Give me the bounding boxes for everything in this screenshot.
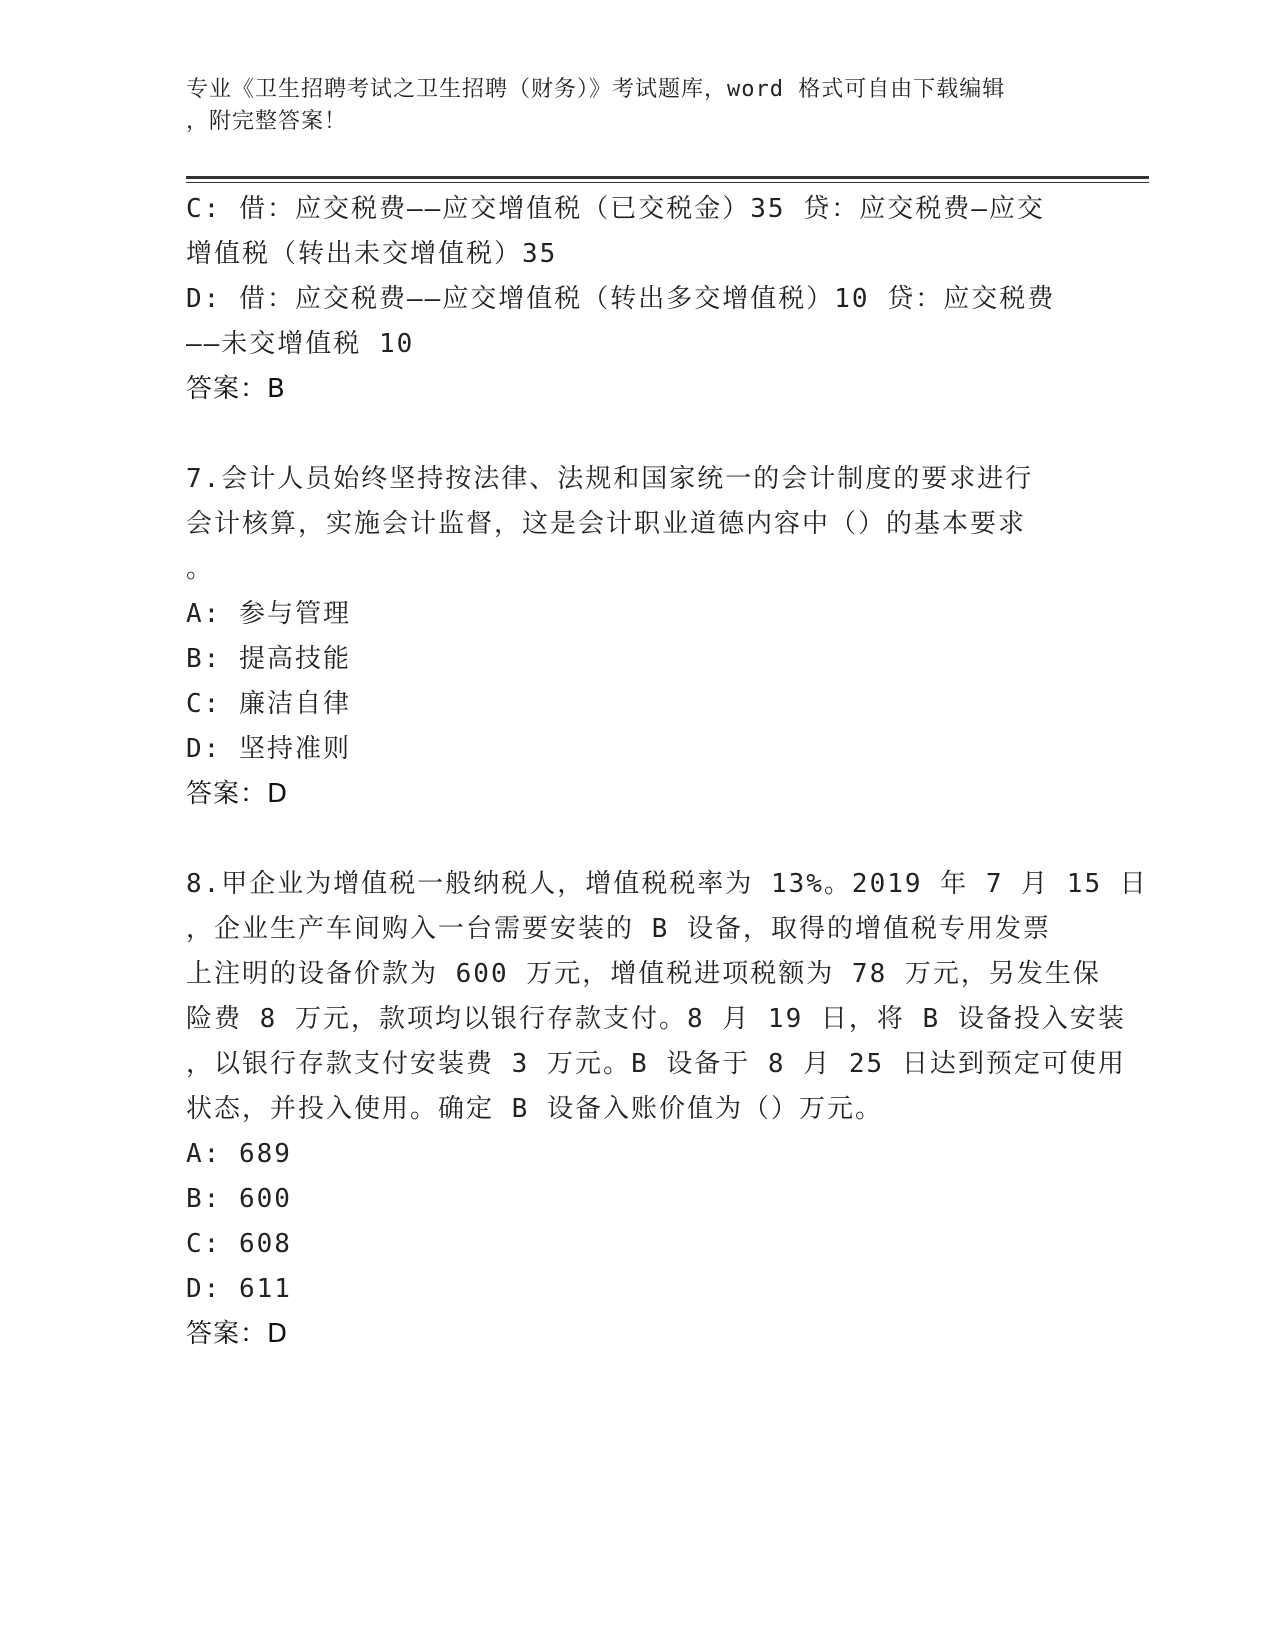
document-header xyxy=(186,74,1066,138)
q8-stem-line-3: 上注明的设备价款为 600 万元，增值税进项税额为 78 万元，另发生保 xyxy=(186,959,1101,989)
q7-option-a: A: 参与管理 xyxy=(186,599,351,629)
question-spacer xyxy=(186,817,1086,862)
question-content xyxy=(186,187,1148,1357)
header-divider-thick xyxy=(186,176,1149,179)
q7-answer: 答案：D xyxy=(186,779,289,809)
q6-option-d-line-1: D: 借：应交税费——应交增值税（转出多交增值税）10 贷：应交税费 xyxy=(186,284,1056,314)
q8-stem-line-5: ，以银行存款支付安装费 3 万元。B 设备于 8 月 25 日达到预定可使用 xyxy=(186,1049,1126,1079)
question-8 xyxy=(186,862,1148,1357)
q8-option-d: D: 611 xyxy=(186,1274,292,1304)
q7-stem-line-2: 会计核算，实施会计监督，这是会计职业道德内容中（）的基本要求 xyxy=(186,509,1027,539)
question-spacer xyxy=(186,412,1086,457)
q8-stem-line-6: 状态，并投入使用。确定 B 设备入账价值为（）万元。 xyxy=(186,1094,883,1124)
q8-option-b: B: 600 xyxy=(186,1184,292,1214)
q6-answer: 答案：B xyxy=(186,374,286,404)
q7-option-b: B: 提高技能 xyxy=(186,644,351,674)
q6-option-c-line-1: C: 借：应交税费——应交增值税（已交税金）35 贷：应交税费—应交 xyxy=(186,194,1045,224)
q6-option-d-line-2: ——未交增值税 10 xyxy=(186,329,415,359)
q8-stem-line-1: 8.甲企业为增值税一般纳税人，增值税税率为 13%。2019 年 7 月 15 日 xyxy=(186,869,1148,899)
q7-stem-line-3: 。 xyxy=(186,554,215,584)
question-7 xyxy=(186,457,1086,817)
q8-answer: 答案：D xyxy=(186,1319,289,1349)
q6-option-c-line-2: 增值税（转出未交增值税）35 xyxy=(186,239,558,269)
header-title-line-2: ，附完整答案！ xyxy=(186,109,348,134)
q8-option-a: A: 689 xyxy=(186,1139,292,1169)
header-divider-thin xyxy=(186,182,1149,183)
header-title-line-1: 专业《卫生招聘考试之卫生招聘（财务）》考试题库，word 格式可自由下载编辑 xyxy=(186,77,1006,102)
q8-stem-line-2: ，企业生产车间购入一台需要安装的 B 设备，取得的增值税专用发票 xyxy=(186,914,1051,944)
q8-option-c: C: 608 xyxy=(186,1229,292,1259)
q7-option-c: C: 廉洁自律 xyxy=(186,689,351,719)
q8-stem-line-4: 险费 8 万元，款项均以银行存款支付。8 月 19 日，将 B 设备投入安装 xyxy=(186,1004,1126,1034)
q7-option-d: D: 坚持准则 xyxy=(186,734,351,764)
q7-stem-line-1: 7.会计人员始终坚持按法律、法规和国家统一的会计制度的要求进行 xyxy=(186,464,1034,494)
question-6-continued xyxy=(186,187,1086,412)
